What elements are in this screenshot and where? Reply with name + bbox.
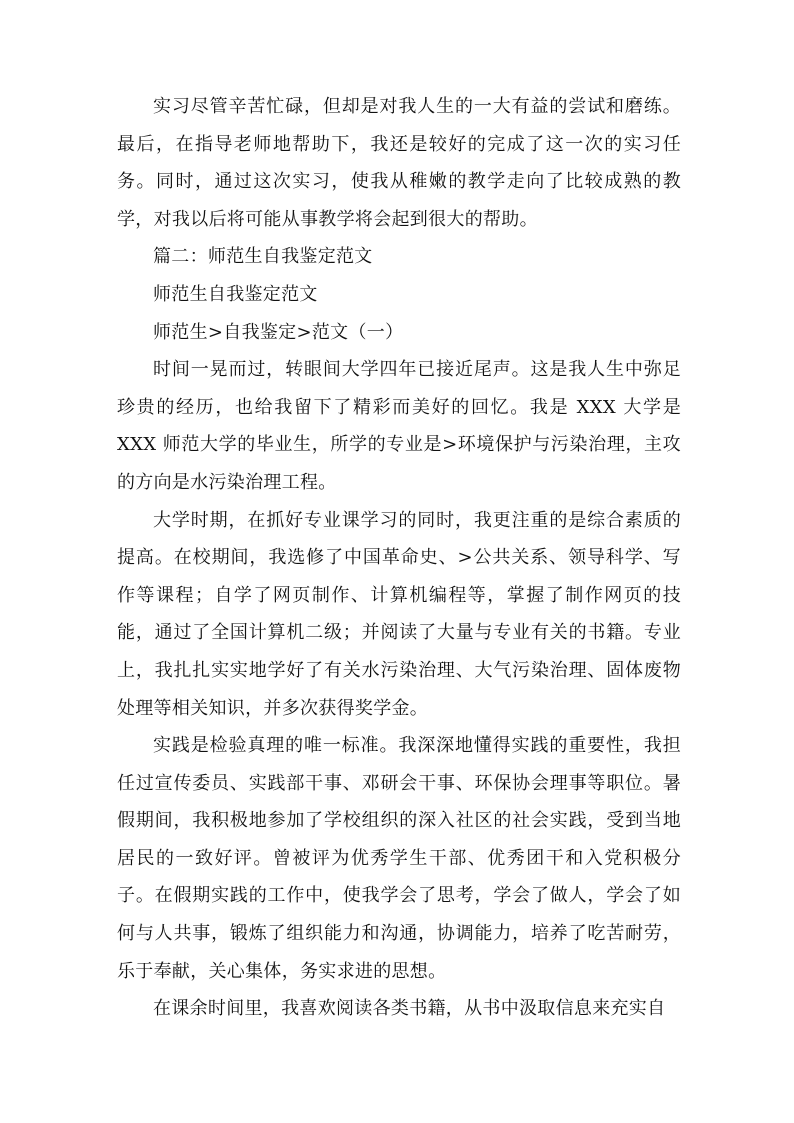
- paragraph-practice: 实践是检验真理的唯一标准。我深深地懂得实践的重要性，我担任过宣传委员、实践部干事、邓研会干事、环保协会理事等职位。暑假期间，我积极地参加了学校组织的深入社区的社会实践，受到当地居民的一致好评。曾被评为优秀学生干部、优秀团干和入党积极分子。在假期实践的工作中，使我学会了思考，学会了做人，学会了如何与人共事，锻炼了组织能力和沟通，协调能力，培养了吃苦耐劳，乐于奉献，关心集体，务实求进的思想。: [117, 735, 681, 982]
- article-title: 师范生自我鉴定范文: [153, 283, 318, 305]
- document-body: [117, 88, 681, 1028]
- paragraph-introduction: 时间一晃而过，转眼间大学四年已接近尾声。这是我人生中弥足珍贵的经历，也给我留下了精彩而美好的回忆。我是 XXX 大学是 XXX 师范大学的毕业生，所学的专业是>环境保护与污染治理，主攻的方向是水污染治理工程。: [117, 359, 681, 493]
- paragraph-internship-summary: 实习尽管辛苦忙碌，但却是对我人生的一大有益的尝试和磨练。最后，在指导老师地帮助下，我还是较好的完成了这一次的实习任务。同时，通过这次实习，使我从稚嫩的教学走向了比较成熟的教学，对我以后将可能从事教学将会起到很大的帮助。: [117, 96, 681, 230]
- article-subtitle: 师范生>自我鉴定>范文（一）: [153, 321, 404, 343]
- paragraph-spare-time: 在课余时间里，我喜欢阅读各类书籍，从书中汲取信息来充实自: [153, 998, 666, 1020]
- paragraph-studies: 大学时期，在抓好专业课学习的同时，我更注重的是综合素质的提高。在校期间，我选修了中国革命史、>公共关系、领导科学、写作等课程；自学了网页制作、计算机编程等，掌握了制作网页的技能，通过了全国计算机二级；并阅读了大量与专业有关的书籍。专业上，我扎扎实实地学好了有关水污染治理、大气污染治理、固体废物处理等相关知识，并多次获得奖学金。: [117, 509, 681, 719]
- section-heading-part-two: 篇二：师范生自我鉴定范文: [153, 246, 373, 268]
